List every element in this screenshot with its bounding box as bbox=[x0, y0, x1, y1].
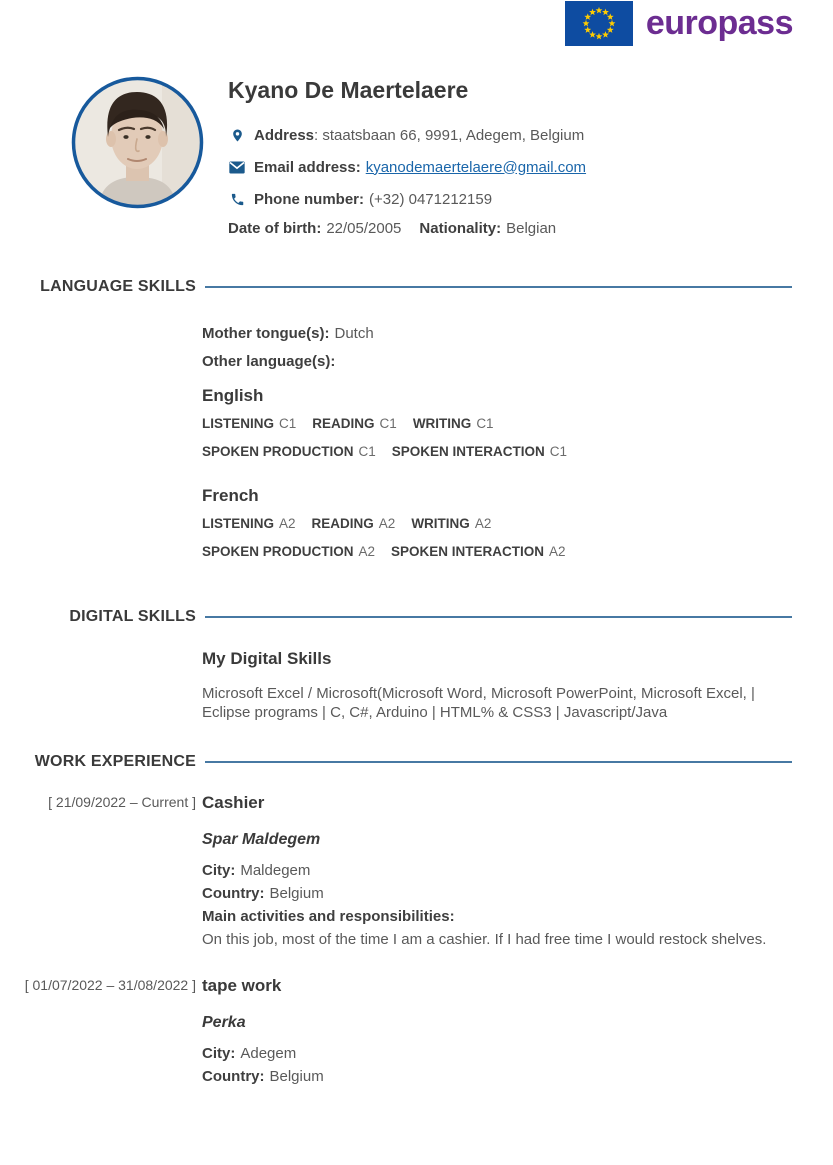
nationality-value: Belgian bbox=[506, 220, 557, 237]
europass-logo bbox=[565, 1, 793, 46]
profile-header bbox=[24, 75, 792, 242]
job-city-line: City: Maldegem bbox=[202, 862, 311, 879]
phone-icon bbox=[228, 192, 246, 207]
work-section-header bbox=[24, 753, 792, 771]
job-period: [ 01/07/2022 – 31/08/2022 ] bbox=[24, 977, 196, 993]
job-country-line: Country: Belgium bbox=[202, 1068, 324, 1085]
address-text bbox=[254, 127, 584, 144]
job-activities-label: Main activities and responsibilities: bbox=[202, 908, 455, 925]
mother-tongue-value: Dutch bbox=[334, 325, 374, 342]
email-link[interactable]: kyanodemaertelaere@gmail.com bbox=[365, 158, 587, 176]
mother-tongue-label: Mother tongue(s): bbox=[202, 325, 330, 342]
phone-row bbox=[228, 183, 586, 215]
brand-wordmark: europass bbox=[645, 4, 793, 42]
digital-section-body bbox=[202, 649, 777, 722]
email-label: Email address: bbox=[254, 158, 361, 176]
section-work-experience bbox=[24, 753, 792, 1088]
job-activities-text: On this job, most of the time I am a cashier. If I had free time I would restock shelves. bbox=[202, 931, 767, 948]
language-skill-row: LISTENING A2 READING A2 WRITING A2 bbox=[202, 516, 492, 531]
mother-tongue-line bbox=[202, 324, 777, 344]
other-languages-label: Other language(s): bbox=[202, 353, 336, 370]
job-city-line: City: Adegem bbox=[202, 1045, 297, 1062]
section-rule bbox=[205, 616, 792, 618]
section-rule bbox=[205, 286, 792, 288]
job-title: tape work bbox=[202, 976, 282, 995]
job-country-line: Country: Belgium bbox=[202, 885, 324, 902]
birth-nationality-row bbox=[228, 220, 586, 242]
digital-skills-list: Microsoft Excel / Microsoft(Microsoft Word, Microsoft PowerPoint, Microsoft Excel, | Eclipse programs | C, C#, Arduino | HTML% & CSS3 | Javascript/Java bbox=[202, 685, 755, 721]
nationality-label: Nationality: bbox=[419, 220, 502, 237]
phone-label: Phone number: bbox=[254, 190, 365, 208]
section-digital-skills bbox=[24, 608, 792, 722]
language-skill-row: SPOKEN PRODUCTION C1 SPOKEN INTERACTION C1 bbox=[202, 444, 568, 459]
location-pin-icon bbox=[228, 127, 246, 144]
profile-info bbox=[228, 75, 586, 242]
job-entry bbox=[24, 793, 792, 951]
job-period: [ 21/09/2022 – Current ] bbox=[48, 794, 196, 810]
language-section-header bbox=[24, 278, 792, 296]
work-section-title: WORK EXPERIENCE bbox=[34, 753, 196, 770]
eu-flag-icon bbox=[565, 1, 633, 46]
email-row bbox=[228, 151, 586, 183]
language-name: French bbox=[202, 486, 259, 505]
language-skill-row: SPOKEN PRODUCTION A2 SPOKEN INTERACTION A2 bbox=[202, 544, 566, 559]
birth-value: 22/05/2005 bbox=[326, 220, 402, 237]
digital-skills-subtitle: My Digital Skills bbox=[202, 649, 332, 668]
birth-label: Date of birth: bbox=[228, 220, 322, 237]
language-section-body bbox=[202, 324, 777, 559]
digital-section-title: DIGITAL SKILLS bbox=[69, 608, 196, 625]
address-label: Address bbox=[254, 126, 315, 144]
contact-list bbox=[228, 119, 586, 242]
language-skill-row: LISTENING C1 READING C1 WRITING C1 bbox=[202, 416, 494, 431]
address-value: : staatsbaan 66, 9991, Adegem, Belgium bbox=[314, 126, 585, 144]
envelope-icon bbox=[228, 161, 246, 174]
profile-photo bbox=[70, 75, 205, 210]
person-name: Kyano De Maertelaere bbox=[228, 77, 469, 103]
digital-section-header bbox=[24, 608, 792, 626]
job-employer: Perka bbox=[202, 1014, 246, 1031]
section-language-skills bbox=[24, 278, 792, 559]
job-employer: Spar Maldegem bbox=[202, 831, 321, 848]
other-languages-line bbox=[202, 352, 777, 372]
language-section-title: LANGUAGE SKILLS bbox=[40, 278, 196, 295]
section-rule bbox=[205, 761, 792, 763]
address-row bbox=[228, 119, 586, 151]
language-name: English bbox=[202, 386, 264, 405]
email-text bbox=[254, 159, 586, 176]
job-title: Cashier bbox=[202, 793, 265, 812]
phone-value: (+32) 0471212159 bbox=[369, 190, 493, 208]
phone-text bbox=[254, 191, 492, 208]
job-entry bbox=[24, 976, 792, 1088]
